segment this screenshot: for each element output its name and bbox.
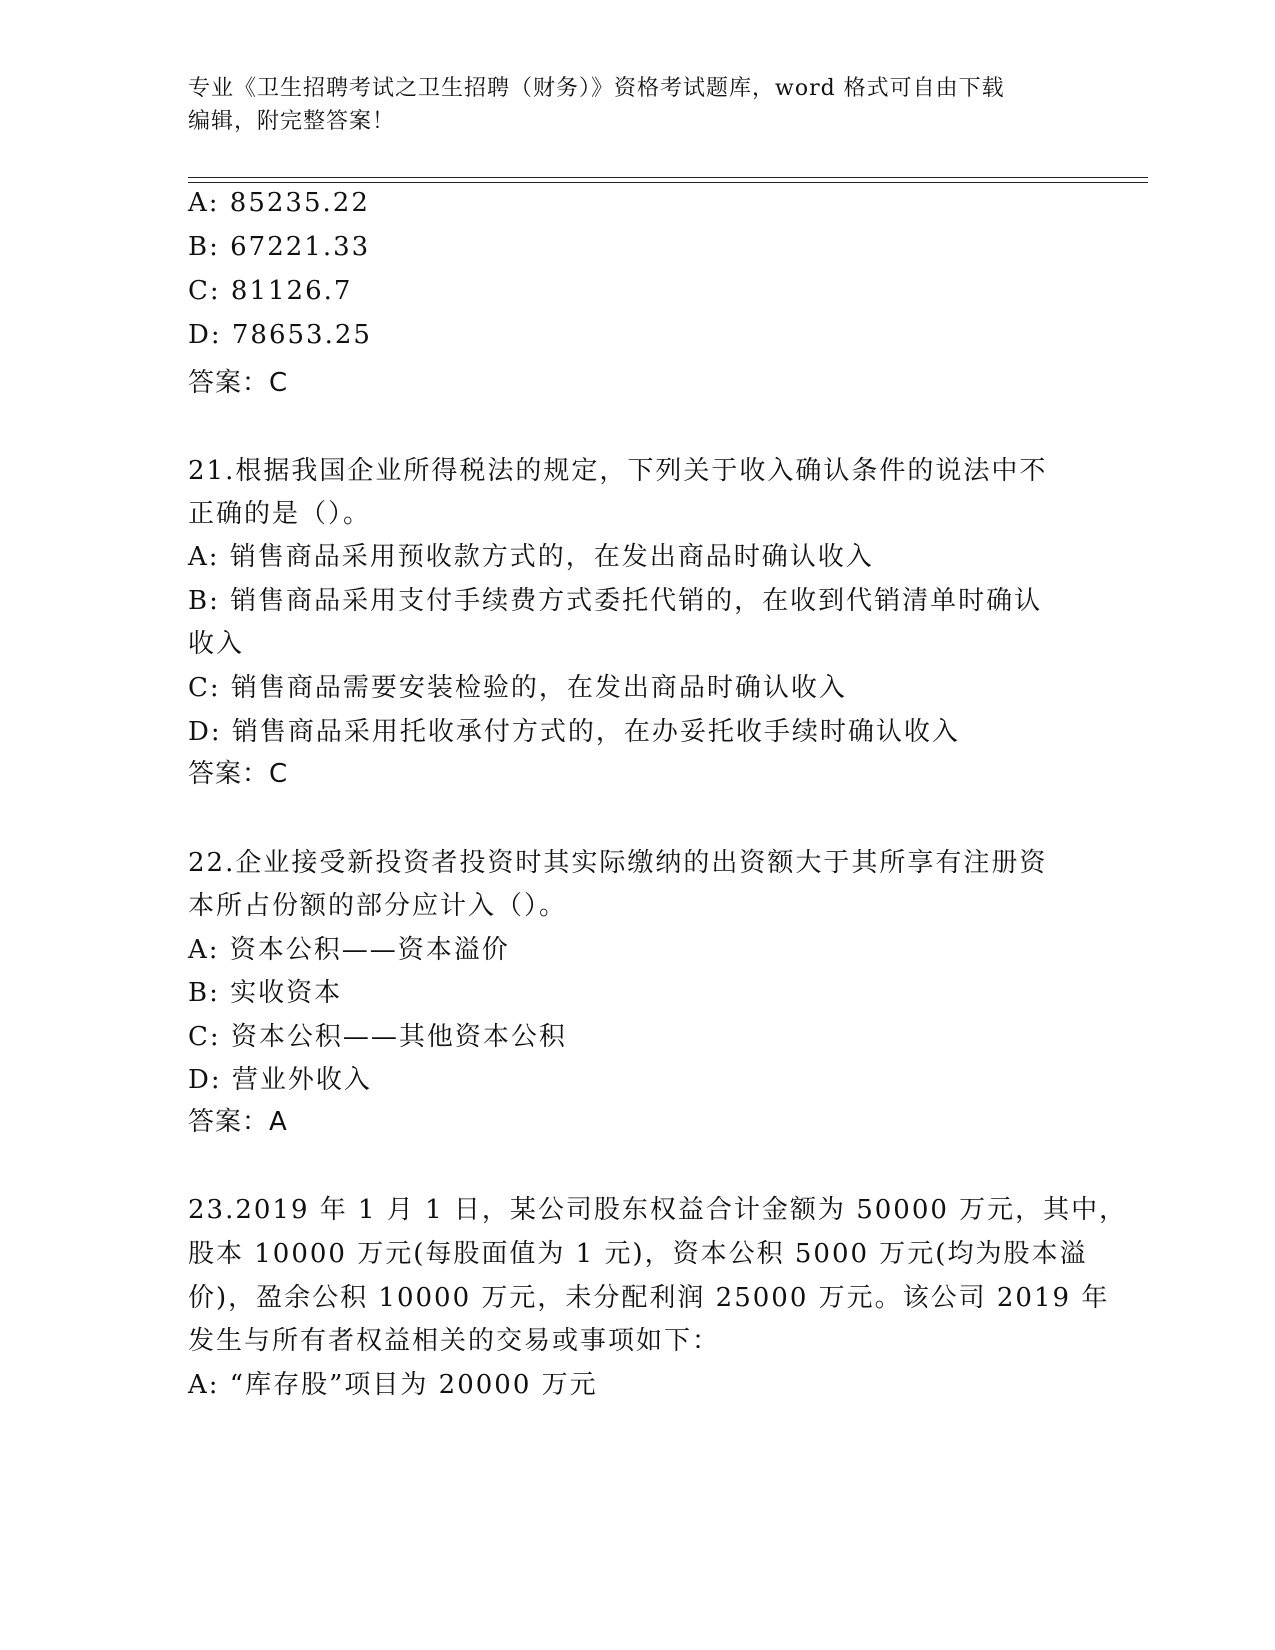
q21-option-a: A: 销售商品采用预收款方式的，在发出商品时确认收入 bbox=[188, 542, 874, 572]
q23-stem-line-2: 股本 10000 万元(每股面值为 1 元)，资本公积 5000 万元(均为股本溢 bbox=[188, 1239, 1088, 1269]
q22-option-c: C: 资本公积——其他资本公积 bbox=[188, 1022, 567, 1052]
q21-answer: 答案：C bbox=[188, 759, 289, 789]
q22-answer: 答案：A bbox=[188, 1107, 288, 1137]
header-line-2: 编辑，附完整答案！ bbox=[188, 109, 396, 134]
header-rule-bottom bbox=[188, 182, 1148, 183]
q22-stem-line-1: 22.企业接受新投资者投资时其实际缴纳的出资额大于其所享有注册资 bbox=[188, 848, 1048, 878]
header-rule-top bbox=[188, 177, 1148, 178]
header-line-1: 专业《卫生招聘考试之卫生招聘（财务）》资格考试题库，word 格式可自由下载 bbox=[188, 76, 1005, 101]
q22-stem-line-2: 本所占份额的部分应计入（）。 bbox=[188, 891, 568, 921]
prev-option-c: C: 81126.7 bbox=[188, 276, 353, 306]
q21-stem-line-1: 21.根据我国企业所得税法的规定，下列关于收入确认条件的说法中不 bbox=[188, 456, 1048, 486]
page-header bbox=[188, 72, 1088, 138]
q23-stem-line-1: 23.2019 年 1 月 1 日，某公司股东权益合计金额为 50000 万元，其中， bbox=[188, 1195, 1128, 1225]
q23-option-a: A: “库存股”项目为 20000 万元 bbox=[188, 1370, 598, 1400]
prev-option-a: A: 85235.22 bbox=[188, 188, 370, 218]
q21-option-b-line-1: B: 销售商品采用支付手续费方式委托代销的，在收到代销清单时确认 bbox=[188, 586, 1043, 616]
prev-option-d: D: 78653.25 bbox=[188, 320, 372, 350]
q21-option-b-line-2: 收入 bbox=[188, 629, 245, 659]
q23-stem-line-4: 发生与所有者权益相关的交易或事项如下： bbox=[188, 1326, 721, 1356]
q22-option-a: A: 资本公积——资本溢价 bbox=[188, 935, 510, 965]
q22-option-d: D: 营业外收入 bbox=[188, 1065, 372, 1095]
q21-option-c: C: 销售商品需要安装检验的，在发出商品时确认收入 bbox=[188, 673, 847, 703]
q22-option-b: B: 实收资本 bbox=[188, 978, 343, 1008]
prev-option-b: B: 67221.33 bbox=[188, 232, 371, 262]
q23-stem-line-3: 价)，盈余公积 10000 万元，未分配利润 25000 万元。该公司 2019 年 bbox=[188, 1283, 1110, 1313]
q21-stem-line-2: 正确的是（）。 bbox=[188, 499, 372, 529]
q21-option-d: D: 销售商品采用托收承付方式的，在办妥托收手续时确认收入 bbox=[188, 717, 960, 747]
prev-answer: 答案：C bbox=[188, 368, 289, 398]
